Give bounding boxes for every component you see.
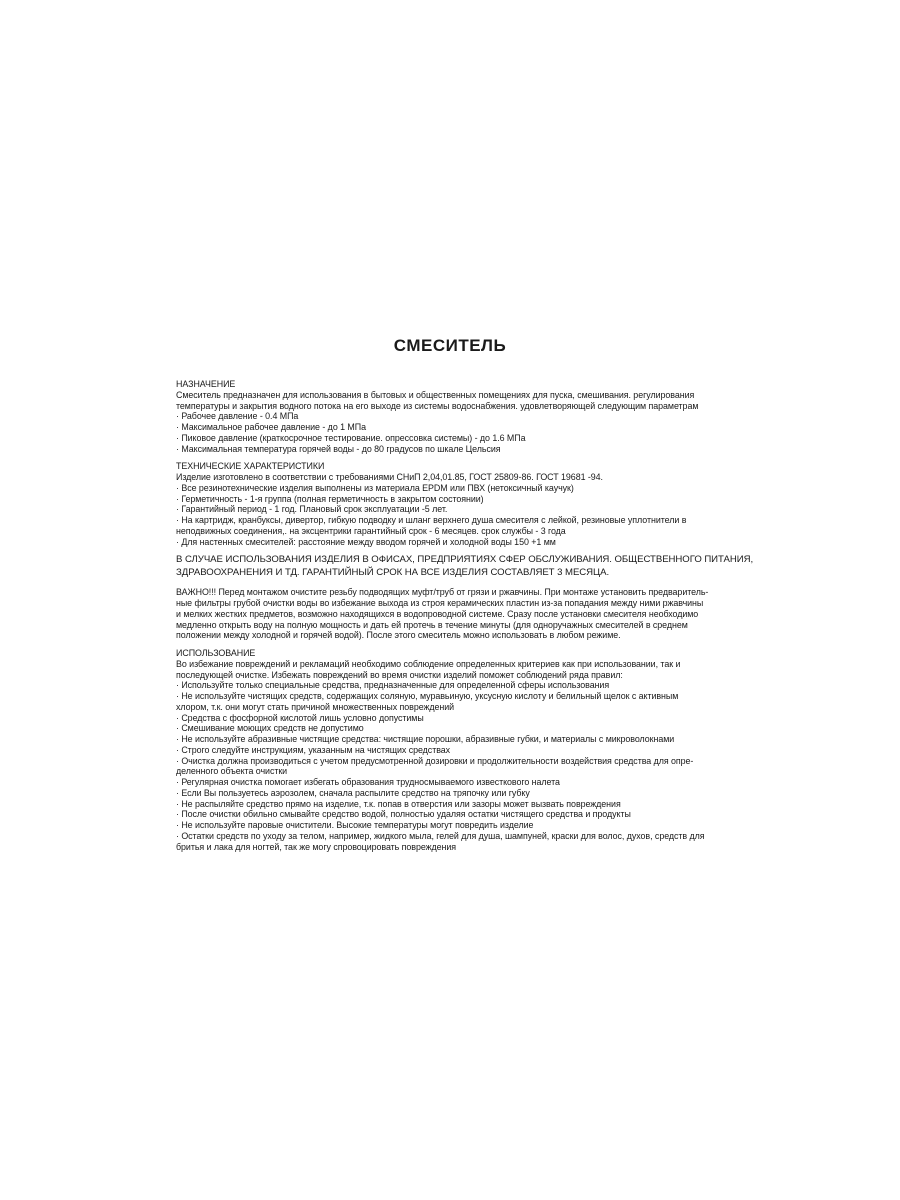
purpose-bullet: · Рабочее давление - 0.4 МПа — [176, 411, 299, 422]
usage-bullet: · Если Вы пользуетесь аэрозолем, сначала распылите средство на тряпочку или губку — [176, 787, 530, 798]
usage-text-line: хлором, т.к. они могут стать причиной множественных повреждений — [176, 701, 455, 712]
important-line: и мелких жестких предметов, возможно находящихся в водопроводной системе. Сразу после установки смесителя необходимо — [176, 608, 699, 619]
usage-bullet: · Смешивание моющих средств не допустимо — [176, 723, 364, 734]
specs-heading: ТЕХНИЧЕСКИЕ ХАРАКТЕРИСТИКИ — [176, 461, 325, 472]
specs-bullet: · Все резинотехнические изделия выполнены из материала EPDM или ПВХ (нетоксичный каучук) — [176, 482, 574, 493]
important-line: ные фильтры грубой очистки воды во избежание выхода из строя керамических пластин из-за попадания между ними ржавчины — [176, 598, 704, 608]
specs-section — [176, 461, 724, 547]
purpose-heading: НАЗНАЧЕНИЕ — [176, 379, 236, 389]
specs-bullet: · На картридж, кранбуксы, дивертор, гибкую подводку и шланг верхнего душа смесителя с лейкой, резиновые уплотнители в — [176, 515, 687, 525]
specs-bullet: · Герметичность - 1-я группа (полная герметичность в закрытом состоянии) — [176, 493, 484, 504]
usage-heading: ИСПОЛЬЗОВАНИЕ — [176, 648, 256, 658]
purpose-section — [176, 379, 724, 454]
purpose-text-line: температуры и закрытия водного потока на его выходе из системы водоснабжения. удовлетворяющей следующим параметрам — [176, 400, 699, 411]
usage-bullet: · Не распыляйте средство прямо на изделие, т.к. попав в отверстия или зазоры может вызвать повреждения — [176, 798, 621, 809]
usage-bullet: · После очистки обильно смывайте средство водой, полностью удаляя остатки чистящего средства и продукты — [176, 809, 631, 820]
purpose-bullet: · Пиковое давление (краткосрочное тестирование. опрессовка системы) - до 1.6 МПа — [176, 432, 526, 443]
usage-section — [176, 648, 724, 852]
usage-text-line: бритья и лака для ногтей, так же могу спровоцировать повреждения — [176, 841, 457, 852]
usage-bullet: · Не используйте абразивные чистящие средства: чистящие порошки, абразивные губки, и материалы с микроволокнами — [176, 734, 675, 744]
important-line: ВАЖНО!!! Перед монтажом очистите резьбу подводящих муфт/труб от грязи и ржавчины. При монтаже установить предваритель- — [176, 587, 709, 598]
specs-bullet: · Для настенных смесителей: расстояние между вводом горячей и холодной воды 150 +1 мм — [176, 536, 556, 547]
important-section — [176, 587, 724, 641]
usage-text-line: Во избежание повреждений и рекламаций необходимо соблюдение определенных критериев как при использовании, так и — [176, 658, 681, 669]
warranty-warning — [176, 554, 754, 579]
purpose-bullet: · Максимальная температура горячей воды - до 80 градусов по шкале Цельсия — [176, 443, 501, 454]
usage-bullet: · Средства с фосфорной кислотой лишь условно допустимы — [176, 712, 424, 723]
specs-text-line: неподвижных соединения,. на эксцентрики гарантийный срок - 6 месяцев. срок службы - 3 года — [176, 525, 566, 536]
purpose-text-line: Смеситель предназначен для использования в бытовых и общественных помещениях для пуска, смешивания. регулирования — [176, 389, 695, 400]
document-title: СМЕСИТЕЛЬ — [393, 336, 507, 355]
usage-bullet: · Не используйте паровые очистители. Высокие температуры могут повредить изделие — [176, 820, 534, 830]
warning-line: ЗДРАВООХРАНЕНИЯ И ТД. ГАРАНТИЙНЫЙ СРОК НА ВСЕ ИЗДЕЛИЯ СОСТАВЛЯЕТ 3 МЕСЯЦА. — [176, 566, 610, 578]
important-line: положении между холодной и горячей водой). После этого смеситель можно использовать в любом режиме. — [176, 630, 621, 641]
usage-bullet: · Строго следуйте инструкциям, указанным на чистящих средствах — [176, 744, 451, 755]
instruction-document — [176, 336, 754, 859]
usage-bullet: · Очистка должна производиться с учетом предусмотренной дозировки и продолжительности воздействия средства для опре- — [176, 755, 694, 766]
specs-bullet: · Гарантийный период - 1 год. Плановый срок эксплуатации -5 лет. — [176, 504, 448, 515]
usage-bullet: · Используйте только специальные средства, предназначенные для определенной сферы использования — [176, 680, 610, 691]
usage-bullet: · Не используйте чистящих средств, содержащих соляную, муравьиную, уксусную кислоту и белильный щелок с активным — [176, 691, 679, 701]
warning-line: В СЛУЧАЕ ИСПОЛЬЗОВАНИЯ ИЗДЕЛИЯ В ОФИСАХ, ПРЕДПРИЯТИЯХ СФЕР ОБСЛУЖИВАНИЯ. ОБЩЕСТВЕННОГО ПИТАНИЯ, — [176, 554, 754, 566]
usage-text-line: деленного объекта очистки — [176, 766, 288, 777]
important-line: медленно открыть воду на полную мощность и дать ей протечь в течение минуты (для одноручажных смесителей в среднем — [176, 619, 688, 630]
usage-bullet: · Остатки средств по уходу за телом, например, жидкого мыла, гелей для душа, шампуней, краски для волос, духов, средств для — [176, 830, 705, 841]
specs-text-line: Изделие изготовлено в соответствии с требованиями СНиП 2,04,01.85, ГОСТ 25809-86. ГОСТ 19681 -94. — [176, 472, 603, 482]
purpose-bullet: · Максимальное рабочее давление - до 1 МПа — [176, 422, 366, 432]
usage-bullet: · Регулярная очистка помогает избегать образования трудносмываемого известкового налета — [176, 777, 560, 787]
usage-text-line: последующей очистке. Избежать повреждений во время очистки изделий поможет соблюдений ряда правил: — [176, 669, 623, 680]
